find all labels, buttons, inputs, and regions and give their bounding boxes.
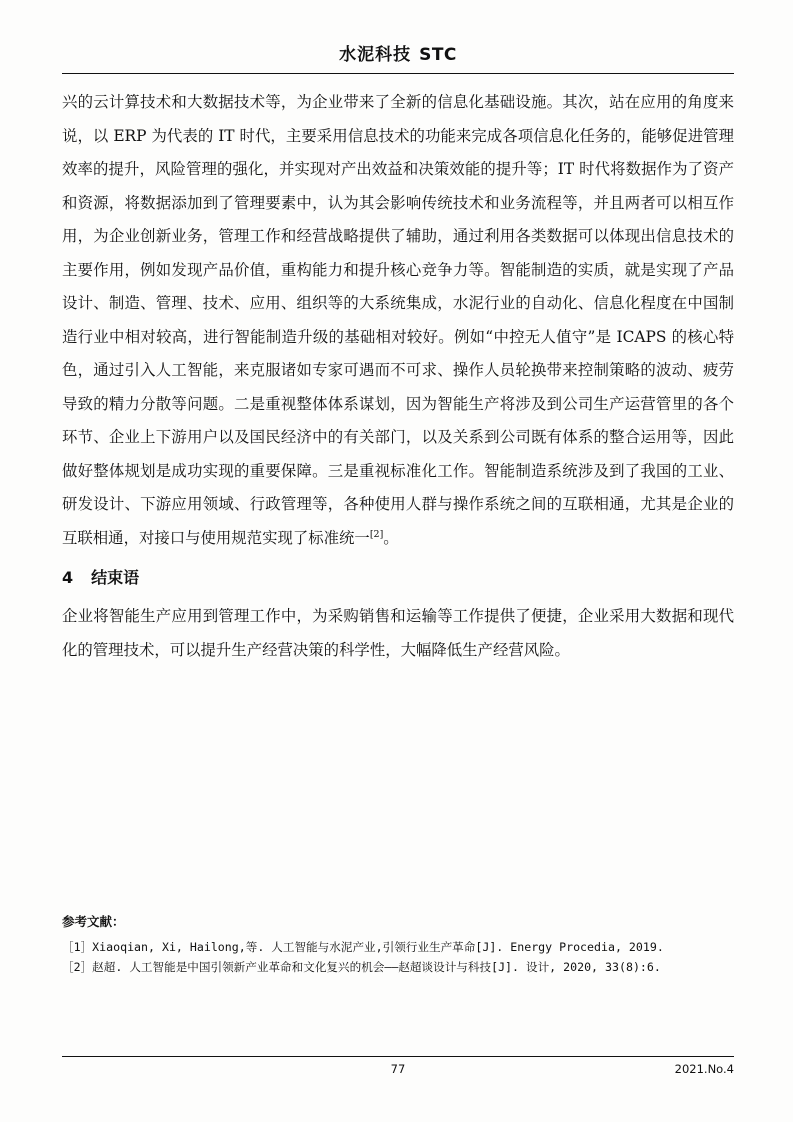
reference-item: ［2］赵超. 人工智能是中国引领新产业革命和文化复兴的机会——赵超谈设计与科技[J]. 设计, 2020, 33(8):6.	[62, 960, 661, 974]
conclusion-paragraph: 企业将智能生产应用到管理工作中，为采购销售和运输等工作提供了便捷，企业采用大数据和现代化的管理技术，可以提升生产经营决策的科学性，大幅降低生产经营风险。	[62, 607, 734, 659]
reference-item: ［1］Xiaoqian, Xi, Hailong,等. 人工智能与水泥产业,引领行业生产革命[J]. Energy Procedia, 2019.	[62, 940, 664, 954]
journal-abbreviation: STC	[419, 45, 457, 65]
continued-paragraph-tail: 。	[383, 528, 399, 547]
page-content	[62, 40, 734, 667]
page-footer	[62, 1062, 734, 1082]
references-section	[62, 912, 734, 978]
header-divider	[62, 73, 734, 74]
section-title: 结束语	[91, 568, 140, 587]
references-title: 参考文献：	[62, 914, 125, 929]
continued-paragraph-text: 兴的云计算技术和大数据技术等，为企业带来了全新的信息化基础设施。其次，站在应用的角度来说，以 ERP 为代表的 IT 时代，主要采用信息技术的功能来完成各项信息化任务的，能够促进管理效率的提升，风险管理的强化，并实现对产出效益和决策效能的提升等；IT 时代将数据作为了资产和资源，将数据添加到了管理要素中，认为其会影响传统技术和业务流程等，并且两者可以相互作用，为企业创新业务，管理工作和经营战略提供了辅助，通过利用各类数据可以体现出信息技术的主要作用，例如发现产品价值，重构能力和提升核心竞争力等。智能制造的实质，就是实现了产品设计、制造、管理、技术、应用、组织等的大系统集成，水泥行业的自动化、信息化程度在中国制造行业中相对较高，进行智能制造升级的基础相对较好。例如“中控无人值守”是 ICAPS 的核心特色，通过引入人工智能，来克服诸如专家可遇而不可求、操作人员轮换带来控制策略的波动、疲劳导致的精力分散等问题。二是重视整体体系谋划，因为智能生产将涉及到公司生产运营管里的各个环节、企业上下游用户以及国民经济中的有关部门，以及关系到公司既有体系的整合运用等，因此做好整体规划是成功实现的重要保障。三是重视标准化工作。智能制造系统涉及到了我国的工业、研发设计、下游应用领域、行政管理等，各种使用人群与操作系统之间的互联相通，尤其是企业的互联相通，对接口与使用规范实现了标准统一	[62, 93, 734, 547]
citation-marker-2: [2]	[369, 528, 384, 540]
journal-title: 水泥科技	[339, 45, 412, 65]
continued-paragraph	[62, 86, 734, 555]
section-number: 4	[62, 568, 74, 587]
conclusion-block	[62, 600, 734, 667]
footer-divider	[62, 1056, 734, 1057]
section-heading	[62, 565, 734, 588]
page-number: 77	[390, 1062, 406, 1076]
page-header	[62, 40, 734, 71]
body-text-block	[62, 86, 734, 555]
issue-label: 2021.No.4	[674, 1062, 734, 1076]
